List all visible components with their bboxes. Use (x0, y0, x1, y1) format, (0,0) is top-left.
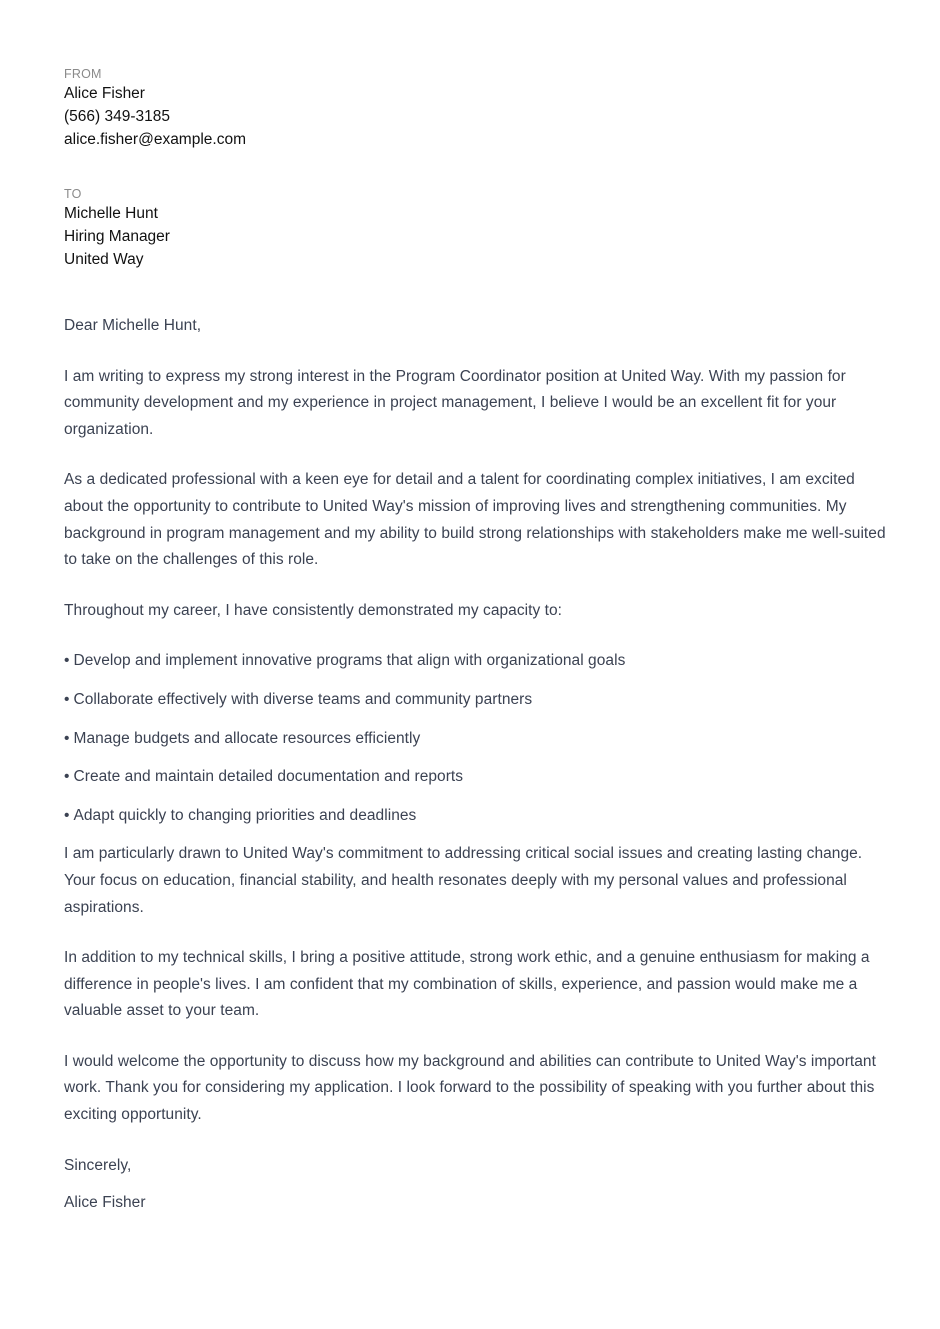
recipient-block (64, 186, 896, 271)
signature-name: Alice Fisher (64, 1194, 146, 1212)
bullet-icon: • (64, 729, 70, 747)
list-item (64, 726, 896, 753)
bullet-icon: • (64, 690, 70, 708)
list-item-text: Collaborate effectively with diverse teams and community partners (73, 690, 533, 708)
bullet-icon: • (64, 768, 70, 786)
bullet-icon: • (64, 652, 70, 670)
recipient-name: Michelle Hunt (64, 205, 158, 222)
paragraph-qualifications: As a dedicated professional with a keen eye for detail and a talent for coordinating complex initiatives, I am excited about the opportunity to contribute to United Way's mission of improving lives and strengthening communities. My background in program management and my ability to build strong relationships with stakeholders make me well-suited to take on the challenges of this role. (64, 471, 886, 569)
paragraph-closing: I would welcome the opportunity to discuss how my background and abilities can contribute to United Way's important work. Thank you for considering my application. I look forward to the possibility of speaking with you further about this exciting opportunity. (64, 1052, 876, 1124)
capabilities-list (64, 648, 896, 829)
salutation: Dear Michelle Hunt, (64, 317, 202, 334)
recipient-organization: United Way (64, 251, 144, 268)
sender-name: Alice Fisher (64, 85, 145, 102)
sender-block (64, 66, 896, 151)
paragraph-list-intro: Throughout my career, I have consistently demonstrated my capacity to: (64, 601, 563, 619)
list-item (64, 687, 896, 714)
list-item (64, 764, 896, 791)
closing-phrase: Sincerely, (64, 1156, 132, 1174)
list-item-text: Create and maintain detailed documentation and reports (73, 768, 464, 786)
paragraph-intro: I am writing to express my strong interest in the Program Coordinator position at United Way. With my passion for community development and my experience in project management, I believe I would be an excellent fit for your organization. (64, 367, 846, 438)
bullet-icon: • (64, 806, 70, 824)
sender-email: alice.fisher@example.com (64, 131, 246, 148)
list-item (64, 648, 896, 675)
letter-body (64, 313, 896, 1217)
sender-phone: (566) 349-3185 (64, 108, 170, 125)
list-item-text: Adapt quickly to changing priorities and deadlines (73, 806, 417, 824)
list-item (64, 803, 896, 830)
list-item-text: Develop and implement innovative programs that align with organizational goals (73, 652, 626, 670)
to-label: TO (64, 187, 82, 201)
paragraph-soft-skills: In addition to my technical skills, I bring a positive attitude, strong work ethic, and a genuine enthusiasm for making a difference in people's lives. I am confident that my combination of skills, experience, and passion would make me a valuable asset to your team. (64, 949, 870, 1020)
list-item-text: Manage budgets and allocate resources efficiently (73, 729, 421, 747)
from-label: FROM (64, 67, 102, 81)
paragraph-motivation: I am particularly drawn to United Way's commitment to addressing critical social issues and creating lasting change. Your focus on education, financial stability, and health resonates deeply with my personal values and professional aspirations. (64, 845, 863, 916)
recipient-title: Hiring Manager (64, 228, 170, 245)
